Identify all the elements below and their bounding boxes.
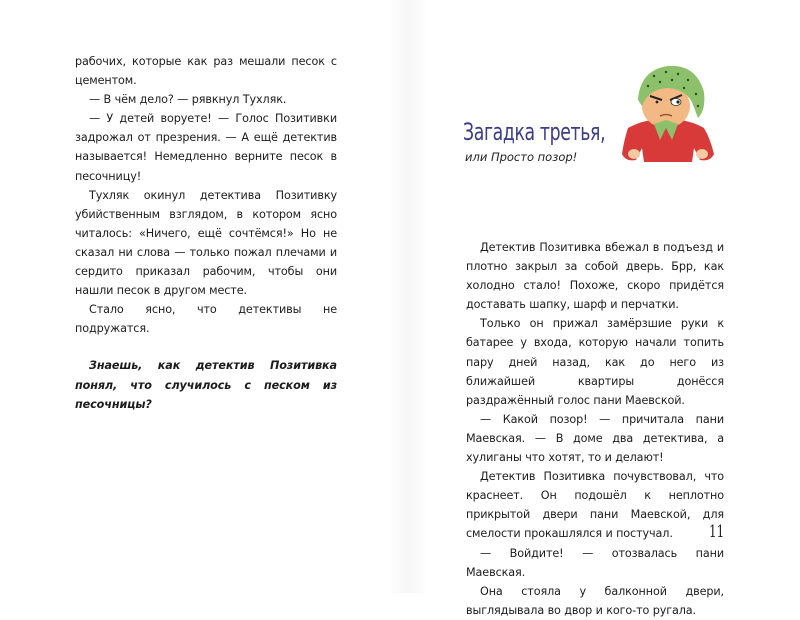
- book-gutter: [388, 0, 428, 593]
- left-paragraph-2: — В чём дело? — рявкнул Тухляк.: [89, 93, 287, 107]
- left-paragraph-1: рабочих, которые как раз мешали песок с цементом.: [75, 55, 337, 88]
- character-illustration: [614, 58, 718, 164]
- chapter-subtitle: или Просто позор!: [465, 150, 578, 164]
- left-page: [75, 52, 337, 414]
- right-paragraph-6: Она стояла у балконной двери, выглядывала во двор и кого-то ругала.: [466, 584, 724, 617]
- angry-woman-icon: [614, 58, 718, 164]
- right-paragraph-5: — Войдите! — отозвалась пани Маевская.: [466, 546, 724, 579]
- right-page: [466, 238, 724, 620]
- right-paragraph-1: Детектив Позитивка вбежал в подъезд и плотно закрыл за собой дверь. Брр, как холодно стало! Похоже, скоро придётся доставать шапку, шарф и перчатки.: [466, 241, 724, 312]
- riddle-question: Знаешь, как детектив Позитивка понял, что случилось с песком из песочницы?: [75, 359, 337, 411]
- right-paragraph-2: Только он прижал замёрзшие руки к батарее у входа, которую начали топить пару дней назад, как до него из ближайшей квартиры донёсся раздражённый голос пани Маевской.: [466, 317, 724, 407]
- left-paragraph-3: — У детей воруете! — Голос Позитивки задрожал от презрения. — А ещё детектив называется! Немедленно верните песок в песочницу!: [75, 112, 337, 183]
- left-paragraph-4: Тухляк окинул детектива Позитивку убийственным взглядом, в котором ясно читалось: «Ничего, ещё сочтёмся!» Но не сказал ни слова — только пожал плечами и сердито приказал рабочим, чтобы они нашли песок в другом месте.: [75, 188, 337, 298]
- page-number: 11: [709, 522, 725, 542]
- left-paragraph-5: Стало ясно, что детективы не подружатся.: [75, 303, 337, 336]
- chapter-title: Загадка третья,: [463, 118, 606, 146]
- right-paragraph-3: — Какой позор! — причитала пани Маевская. — В доме два детектива, а хулиганы что хотят, то и делают!: [466, 412, 724, 465]
- right-paragraph-4: Детектив Позитивка почувствовал, что краснеет. Он подошёл к неплотно прикрытой двери пани Маевской, для смелости прокашлялся и постучал.: [466, 470, 724, 541]
